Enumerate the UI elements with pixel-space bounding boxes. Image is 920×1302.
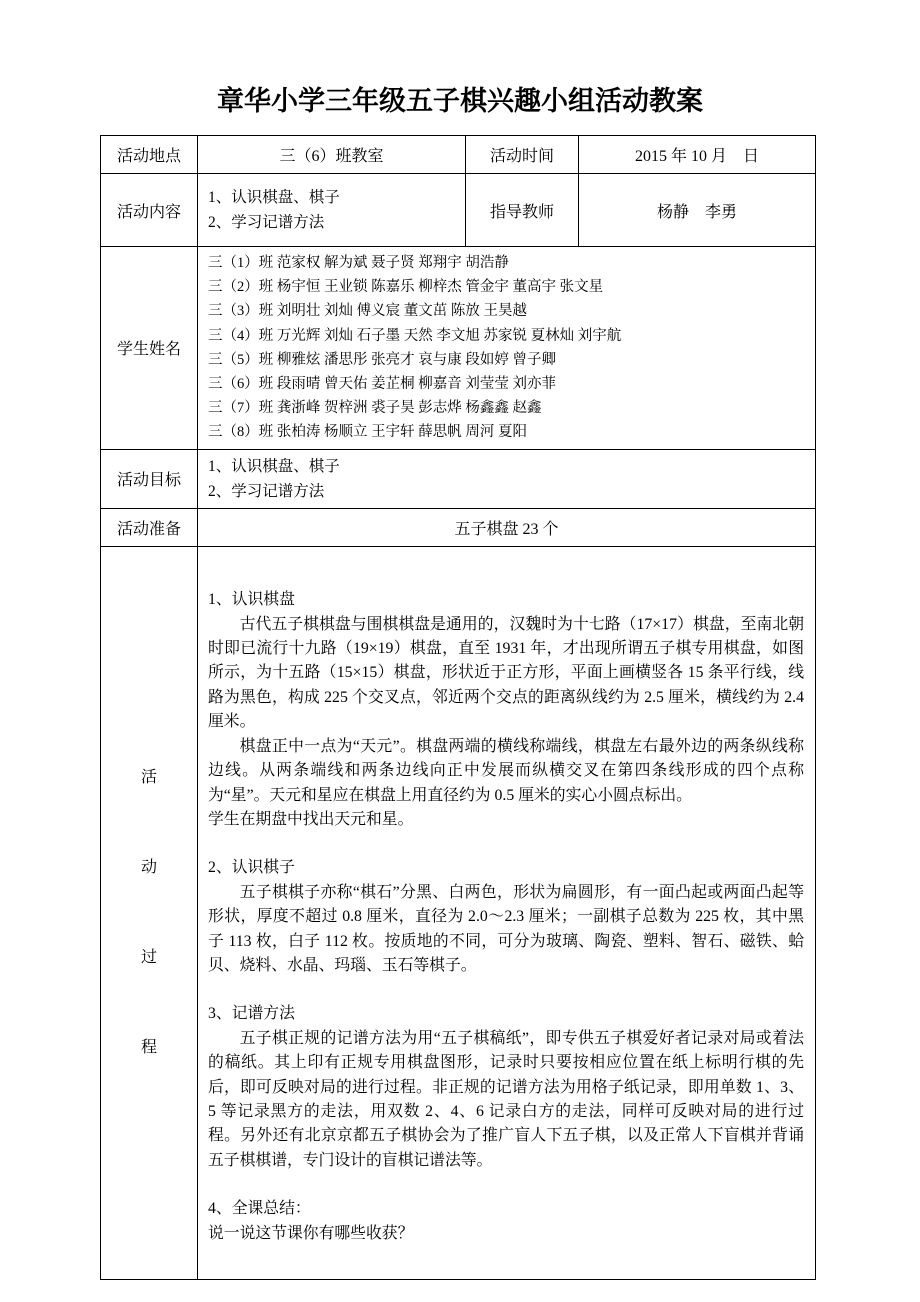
process-label-char-3: 过 — [140, 948, 157, 966]
process-paragraph-tianyuan-star: 棋盘正中一点为“天元”。棋盘两端的横线称端线，棋盘左右最外边的两条纵线称边线。从两条端线和两条边线向正中发展而纵横交叉在第四条线形成的四个点称为“星”。天元和星应在棋盘上用直径约为 0.5 厘米的实心小圆点标出。 — [208, 737, 804, 804]
activity-process-label-chars — [103, 769, 195, 1057]
activity-content-line-1: 1、认识棋盘、棋子 — [208, 189, 340, 206]
student-class-line-3: 三（3）班 刘明壮 刘灿 傅义宸 董文茁 陈放 王昊越 — [208, 303, 527, 320]
student-names-row — [101, 247, 816, 450]
activity-content-row — [101, 174, 816, 247]
activity-goal-cell — [198, 449, 816, 508]
student-class-line-7: 三（7）班 龚浙峰 贺梓洲 裘子昊 彭志烨 杨鑫鑫 赵鑫 — [208, 400, 542, 417]
activity-location-label: 活动地点 — [101, 136, 198, 174]
process-section-2-heading: 2、认识棋子 — [208, 859, 295, 877]
activity-location-value: 三（6）班教室 — [198, 136, 466, 174]
activity-time-label: 活动时间 — [466, 136, 579, 174]
activity-goal-row — [101, 449, 816, 508]
instructor-value: 杨静 李勇 — [579, 174, 816, 247]
process-label-char-4: 程 — [140, 1038, 157, 1056]
student-class-line-8: 三（8）班 张柏涛 杨顺立 王宇轩 薛思帆 周河 夏阳 — [208, 424, 527, 441]
activity-content-label: 活动内容 — [101, 174, 198, 247]
student-class-line-1: 三（1）班 范家权 解为斌 聂子贤 郑翔宇 胡浩静 — [208, 255, 509, 271]
instructor-label: 指导教师 — [466, 174, 579, 247]
process-section-3-heading: 3、记谱方法 — [208, 1005, 295, 1023]
process-paragraph-board-history: 古代五子棋棋盘与围棋棋盘是通用的，汉魏时为十七路（17×17）棋盘，至南北朝时即已流行十九路（19×19）棋盘，直至 1931 年，才出现所谓五子棋专用棋盘，如图所示，为十五路（15×15）棋盘，形状近于正方形，平面上画横竖各 15 条平行线，线路为黑色，构成 225 个交叉点，邻近两个交点的距离纵线约为 2.5 厘米，横线约为 2.4 厘米。 — [208, 615, 804, 731]
process-paragraph-pieces: 五子棋棋子亦称“棋石”分黑、白两色，形状为扁圆形，有一面凸起或两面凸起等形状，厚度不超过 0.8 厘米，直径为 2.0～2.3 厘米；一副棋子总数为 225 枚，其中黑子 113 枚，白子 112 枚。按质地的不同，可分为玻璃、陶瓷、塑料、智石、磁铁、蛤贝、烧料、水晶、玛瑙、玉石等棋子。 — [208, 883, 804, 974]
process-paragraph-notation: 五子棋正规的记谱方法为用“五子棋稿纸”，即专供五子棋爱好者记录对局或着法的稿纸。其上印有正规专用棋盘图形，记录时只要按相应位置在纸上标明行棋的先后，即可反映对局的进行过程。非正规的记谱方法为用格子纸记录，即用单数 1、3、5 等记录黑方的走法，用双数 2、4、6 记录白方的走法，同样可反映对局的进行过程。另外还有北京京都五子棋协会为了推广盲人下五子棋，以及正常人下盲棋并背诵五子棋棋谱，专门设计的盲棋记谱法等。 — [208, 1029, 804, 1169]
process-section-4-heading: 4、全课总结： — [208, 1200, 311, 1218]
student-class-line-5: 三（5）班 柳雅炫 潘思彤 张亮才 哀与康 段如婷 曾子卿 — [208, 351, 556, 368]
activity-prep-row — [101, 508, 816, 546]
activity-location-row — [101, 136, 816, 174]
process-paragraph-summary-question: 说一说这节课你有哪些收获？ — [208, 1224, 414, 1242]
activity-process-cell — [198, 546, 816, 1279]
activity-content-cell — [198, 174, 466, 247]
activity-process-label — [101, 546, 198, 1279]
process-label-char-2: 动 — [140, 858, 157, 876]
paragraph-spacer — [208, 978, 804, 1002]
activity-time-value: 2015 年 10 月 日 — [579, 136, 816, 174]
student-names-label: 学生姓名 — [101, 247, 198, 450]
student-class-line-4: 三（4）班 万光辉 刘灿 石子墨 天然 李文旭 苏家锐 夏林灿 刘宇航 — [208, 327, 622, 344]
student-class-line-6: 三（6）班 段雨晴 曾天佑 姜芷桐 柳嘉音 刘莹莹 刘亦菲 — [208, 376, 556, 393]
student-names-cell — [198, 247, 816, 450]
activity-process-row — [101, 546, 816, 1279]
activity-goal-line-1: 1、认识棋盘、棋子 — [208, 457, 340, 475]
process-section-1-heading: 1、认识棋盘 — [208, 591, 295, 609]
paragraph-spacer — [208, 832, 804, 856]
activity-goal-label: 活动目标 — [101, 449, 198, 508]
document-title: 章华小学三年级五子棋兴趣小组活动教案 — [217, 86, 703, 116]
process-label-char-1: 活 — [140, 768, 157, 786]
activity-prep-value: 五子棋盘 23 个 — [198, 508, 816, 546]
activity-prep-label: 活动准备 — [101, 508, 198, 546]
student-class-line-2: 三（2）班 杨宇恒 王业锁 陈嘉乐 柳梓杰 管金宇 董高宇 张文星 — [208, 279, 604, 296]
process-paragraph-student-task: 学生在期盘中找出天元和星。 — [208, 810, 414, 828]
lesson-plan-table — [100, 135, 816, 1280]
paragraph-spacer — [208, 1173, 804, 1197]
activity-goal-line-2: 2、学习记谱方法 — [208, 482, 325, 500]
activity-content-line-2: 2、学习记谱方法 — [208, 214, 325, 231]
